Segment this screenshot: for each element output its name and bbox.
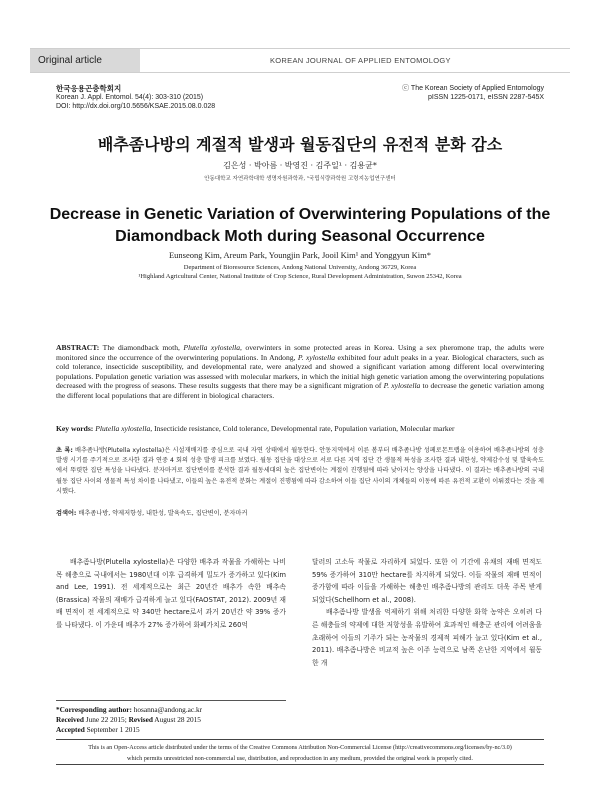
citation: Korean J. Appl. Entomol. 54(4): 303-310 (2015)	[56, 94, 204, 101]
corresponding-author: *Corresponding author: hosanna@andong.ac.kr	[56, 705, 203, 714]
title-english	[0, 204, 600, 248]
footnote	[56, 700, 286, 735]
affiliation-english-line2: ¹Highland Agricultural Center, National Institute of Crop Science, Rural Development Administration, Suwon 25342, Korea	[138, 273, 462, 280]
body-column-left: 배추좀나방(Plutella xylostella)은 다양한 배추과 작물을 가해하는 나비목 해충으로 국내에서는 1980년대 이후 급격하게 밀도가 증가하고 있다(Kim and Lee, 1991). 전 세계적으로는 최근 20년간 배추가 속한 배추속(Brassica) 작물의 재배가 급격하게 늘고 있다(FAOSTAT, 2012). 2009년 재배 면적이 전 세계적으로 약 340만 hectare로서 과거 20년간 약 39% 증가를 나타냈다. 이 가운데 배추가 27% 증가하여 화폐가치로 260억	[56, 558, 286, 629]
keywords-korean: 검색어: 배추좀나방, 약제저항성, 내한성, 발육속도, 집단변이, 분자마커	[56, 510, 248, 517]
dates: Received June 22 2015; Revised August 28 2015	[56, 715, 201, 724]
author-email[interactable]: hosanna@andong.ac.kr	[131, 705, 203, 714]
affiliation-english	[0, 263, 600, 281]
title-korean: 배추좀나방의 계절적 발생과 월동집단의 유전적 분화 감소	[97, 135, 503, 154]
body-paragraph: 달러의 고소득 작물로 자리하게 되었다. 또한 이 기간에 유채의 재배 면적도 59% 증가하여 310만 hectare를 차지하게 되었다. 이들 작물의 재배 면적이 증가함에 따라 이들을 가해하는 해충인 배추좀나방의 관리도 더욱 주목 받게 되었다(Schellhorn et al., 2008).	[312, 558, 542, 604]
authors-english: Eunseong Kim, Areum Park, Youngjin Park, Jooil Kim¹ and Yonggyun Kim*	[168, 250, 432, 260]
affiliation-korean: 안동대학교 자연과학대학 생명자원과학과, ¹국립식량과학원 고령지농업연구센터	[204, 176, 396, 182]
title-english-line1: Decrease in Genetic Variation of Overwintering Populations of the	[49, 206, 551, 223]
body-paragraph: 배추좀나방 발생을 억제하기 위해 처리한 다양한 화학 농약은 오히려 다른 해충들의 약제에 대한 저항성을 유발하여 효과적인 해충군 관리에 어려움을 초래하여 이들의 기주가 되는 농작물의 경제적 피해가 늘고 있다(Kim et al., 2011). 배추좀나방은 비교적 높은 이주 능력으로 남쪽 온난한 지역에서 월동한 개	[312, 608, 542, 667]
journal-name-kr: 한국응용곤충학회지	[56, 84, 122, 93]
abstract-label: ABSTRACT:	[56, 343, 100, 352]
abstract-korean: 초 록: 배추좀나방(Plutella xylostella)은 시설재배지를 중심으로 국내 자연 상태에서 월동한다. 안동지역에서 이른 봄부터 배추좀나방 성페로몬트랩을 이용하여 배추좀나방의 성충 발생 시기를 주기적으로 조사한 결과 연중 4 회의 성충 발생 피크를 보였다. 월동 집단을 대상으로 서로 다른 지역 집단 간 생물적 특성을 조사한 결과 내한성, 약제감수성 및 발육속도에서 뚜렷한 집단 특성을 나타냈다. 분자마커로 집단변이를 분석한 결과 월동세대의 높은 집단변이는 계절이 진행됨에 따라 낮아지는 양상을 나타냈다. 이 결과는 배추좀나방의 국내 월동 집단 사이의 생물적 특성 차이를 나타냈고, 이들의 높은 유전적 분화는 계절이 진행됨에 따라 감소하여 이들 집단 사이의 개체들의 이동에 따른 유전적 교환이 이뤄졌다는 것을 제시했다.	[56, 447, 544, 495]
license-notice	[56, 739, 544, 765]
copyright: ⓒ The Korean Society of Applied Entomology	[402, 85, 544, 92]
body-column-right	[312, 556, 542, 669]
title-english-line2: Diamondback Moth during Seasonal Occurrence	[115, 228, 485, 245]
copyright-block	[402, 84, 544, 102]
article-type-tab: Original article	[30, 49, 140, 72]
journal-header-bar	[30, 48, 570, 73]
license-line1: This is an Open-Access article distributed under the terms of the Creative Commons Attribution Non-Commercial License (http://creativecommons.org/licenses/by-nc/3.0)	[88, 744, 512, 751]
issn: pISSN 1225-0171, eISSN 2287-545X	[428, 94, 544, 101]
keywords-english: Key words: Plutella xylostella, Insecticide resistance, Cold tolerance, Developmental rate, Population variation, Molecular marker	[56, 424, 455, 433]
doi-link[interactable]: DOI: http://dx.doi.org/10.5656/KSAE.2015.08.0.028	[56, 103, 216, 110]
authors-korean: 김은성 · 박아름 · 박영진 · 김주일¹ · 김용균*	[223, 161, 377, 170]
citation-block	[56, 84, 215, 111]
journal-name: KOREAN JOURNAL OF APPLIED ENTOMOLOGY	[270, 56, 451, 65]
accepted-date: Accepted September 1 2015	[56, 725, 140, 734]
keywords-label: Key words:	[56, 424, 94, 433]
keywords-kr-label: 검색어:	[56, 510, 77, 517]
license-line2: which permits unrestricted non-commercial use, distribution, and reproduction in any medium, provided the original work is properly cited.	[127, 755, 473, 762]
abstract-kr-label: 초 록:	[56, 447, 73, 454]
affiliation-english-line1: Department of Bioresource Sciences, Andong National University, Andong 36729, Korea	[183, 264, 417, 271]
abstract-english: ABSTRACT: The diamondback moth, Plutella xylostella, overwinters in some protected areas in Korea. Using a sex pheromone trap, the adults were monitored since the occurrence of the overwintering populations. In Andong, P. xylostella exhibited four adult peaks in a year. Biological characters, such as cold tolerance, insecticide susceptibility, and developmental rate, were analyzed and showed a significant variation among different local overwintering populations. Population genetic variation was assessed with molecular markers, in which the initial high genetic variation among the overwintering populations decreased with the progress of seasons. These results suggests that there may be a significant migration of P. xylostella to decrease the genetic variation among the different local populations that are different in biological characters.	[56, 343, 545, 400]
